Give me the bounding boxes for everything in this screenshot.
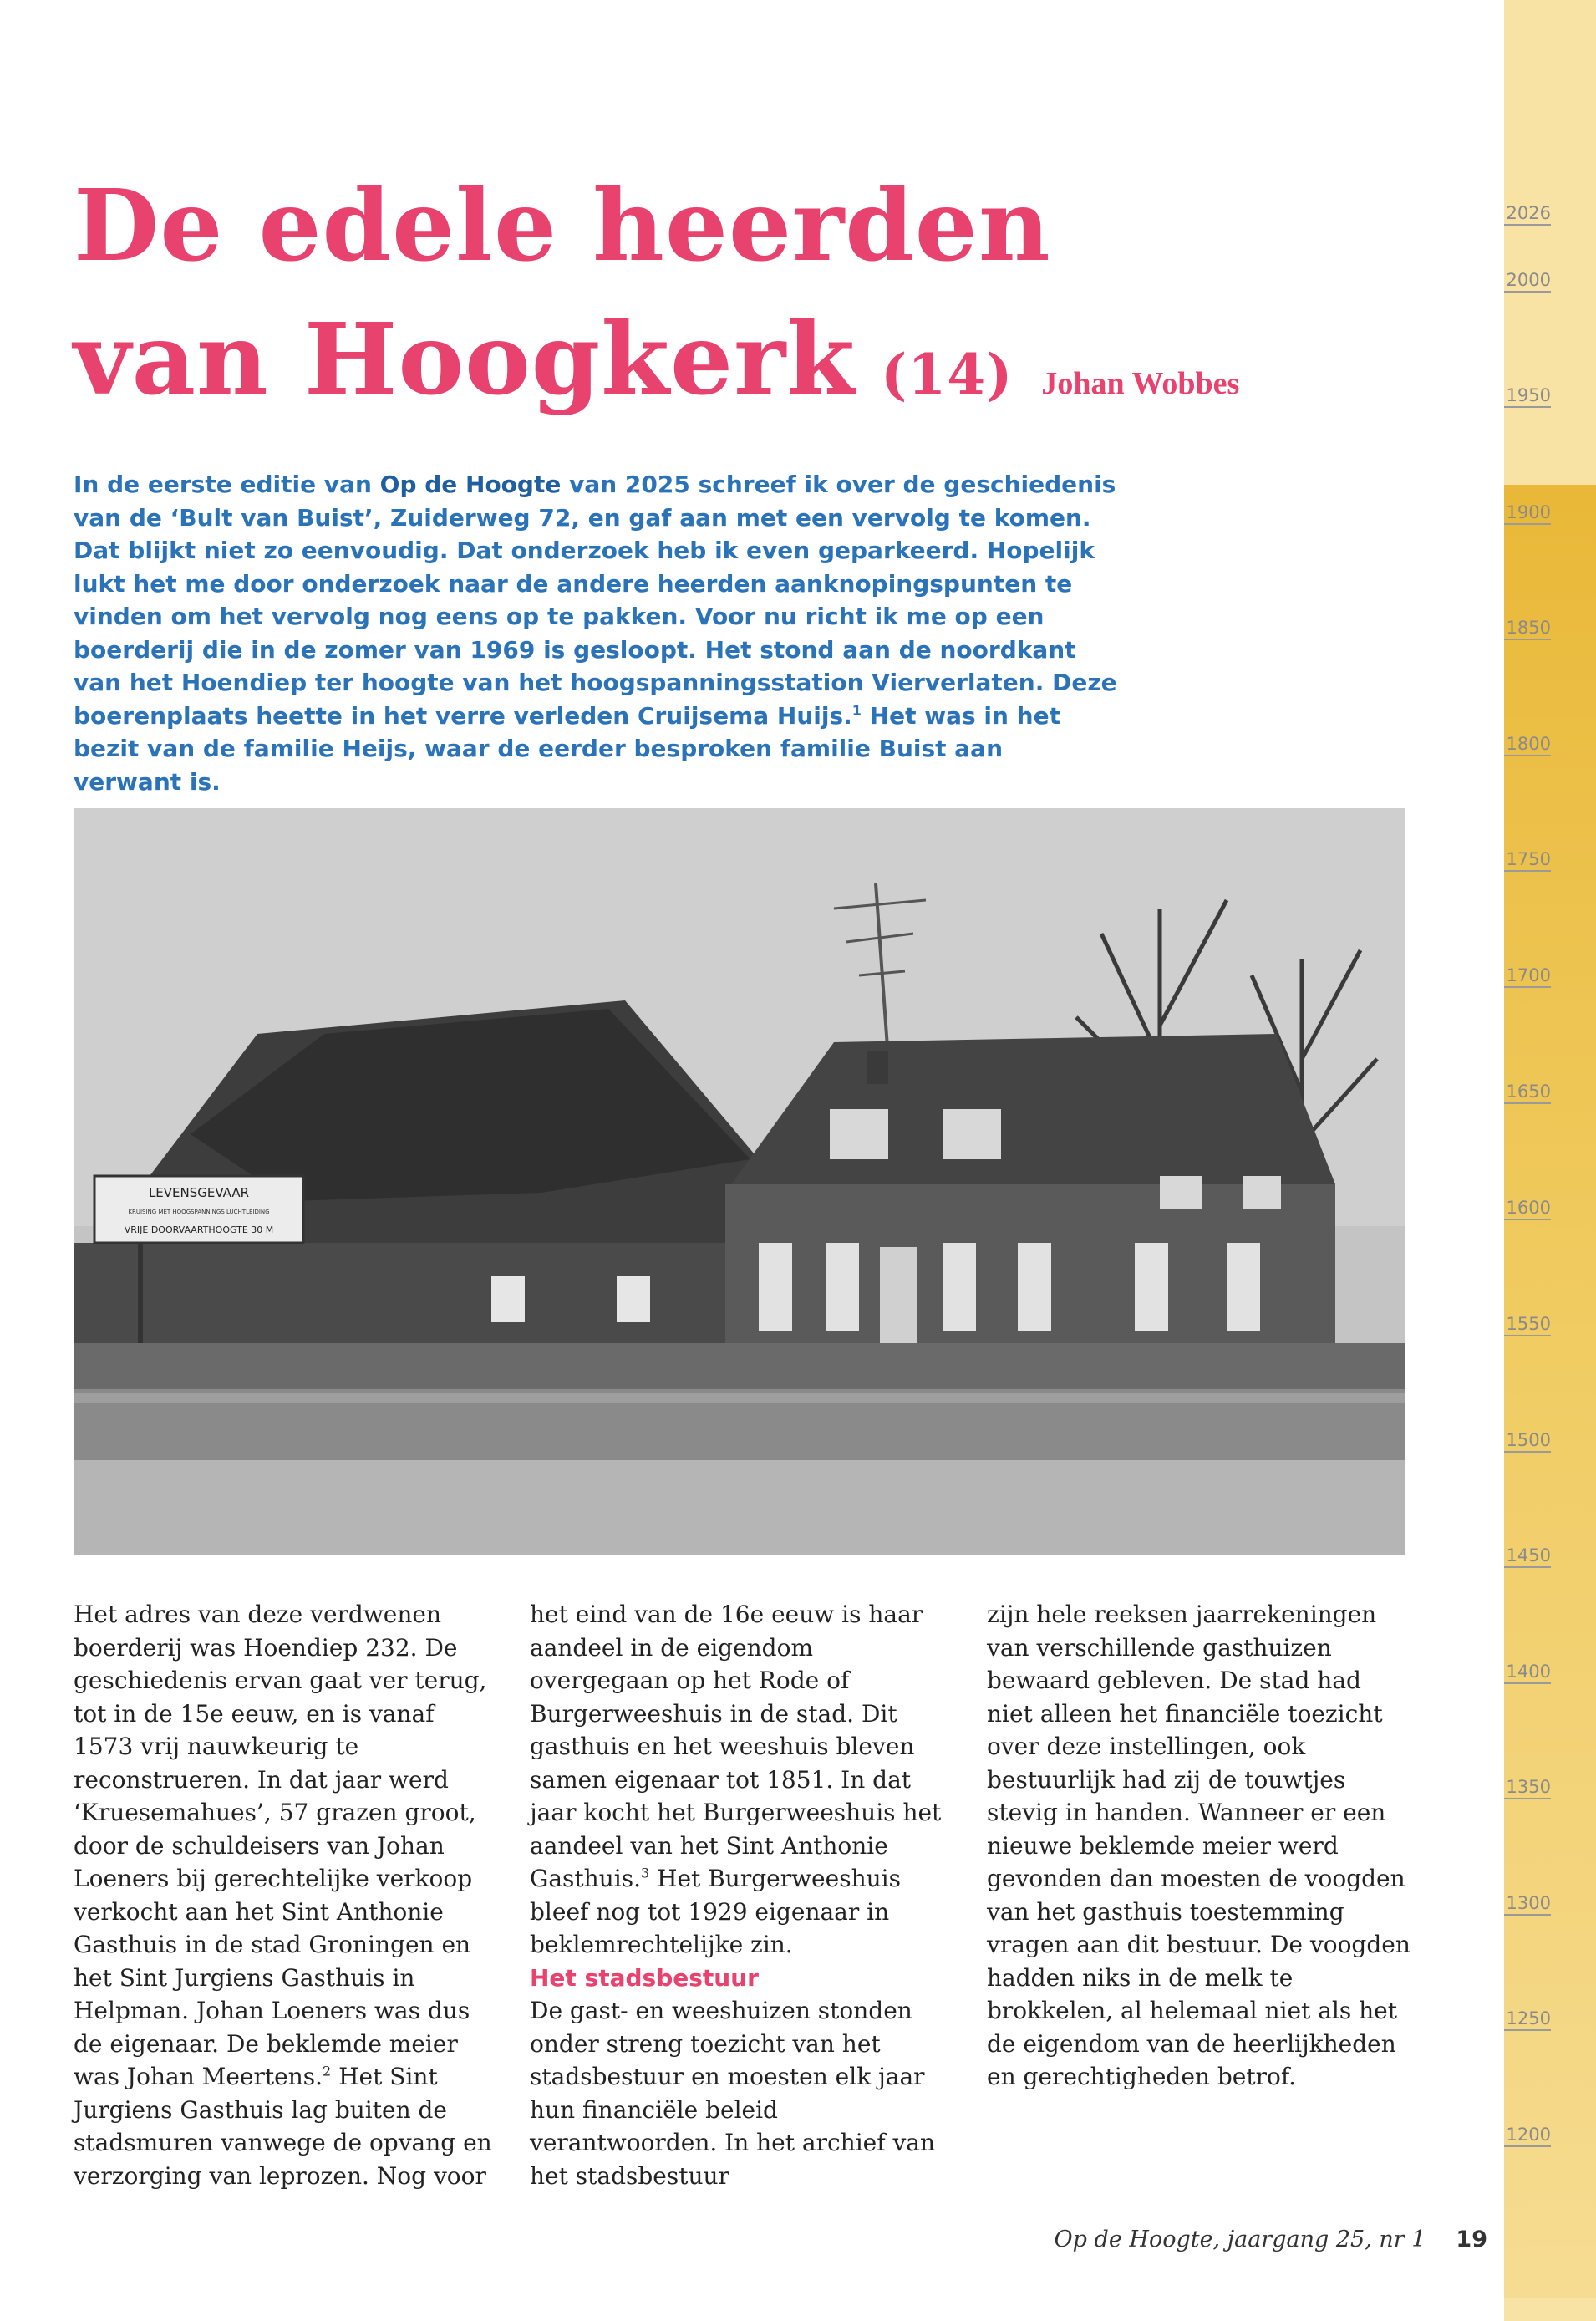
- footnote-ref: 2: [323, 2063, 332, 2079]
- page-number: 19: [1456, 2227, 1487, 2252]
- timeline-year: 1300: [1504, 1892, 1551, 1916]
- text-column-2: [530, 1598, 956, 2192]
- series-number: (14): [881, 342, 1014, 407]
- timeline-sidebar: [1504, 0, 1596, 2321]
- sign-text: KRUISING MET HOOGSPANNINGS LUCHTLEIDING: [128, 1209, 270, 1215]
- body-text: het eind van de 16e eeuw is haar aandeel in de eigendom overgegaan op het Rode of Burgerweeshuis in de stad. Dit gasthuis en het weeshuis bleven samen eigenaar tot 1851. In dat jaar kocht het Burgerweeshuis het aandeel van het Sint Anthonie Gasthuis.: [530, 1601, 942, 1892]
- text-column-3: [987, 1598, 1413, 2094]
- article-title: [74, 159, 1239, 450]
- text-column-1: [74, 1598, 500, 2192]
- intro-paragraph: [74, 468, 1118, 798]
- timeline-year: 1750: [1504, 848, 1551, 872]
- body-paragraph: [530, 1598, 956, 1962]
- timeline-year: 1650: [1504, 1081, 1551, 1104]
- body-text: Het adres van deze verdwenen boerderij was Hoendiep 232. De geschiedenis ervan gaat ver terug, tot in de 15e eeuw, en is vanaf 1573 vrij nauwkeurig te reconstrueren. In dat jaar werd ‘Kruesemahues’, 57 grazen groot, door de schuldeisers van Johan Loeners bij gerechtelijke verkoop verkocht aan het Sint Anthonie Gasthuis in de stad Groningen en het Sint Jurgiens Gasthuis in Helpman. Johan Loeners was dus de eigenaar. De beklemde meier was Johan Meertens.: [74, 1601, 487, 2090]
- magazine-name: Op de Hoogte: [379, 471, 562, 498]
- intro-text: In de eerste editie van: [74, 471, 380, 498]
- page-footer: [1003, 2227, 1487, 2252]
- journal-name: Op de Hoogte, jaargang 25, nr 1: [1054, 2227, 1426, 2252]
- body-text: Het Sint Jurgiens Gasthuis lag buiten de stadsmuren vanwege de opvang en verzorging van leprozen. Nog voor: [74, 2063, 492, 2190]
- body-text: Het Burgerweeshuis bleef nog tot 1929 eigenaar in beklemrechtelijke zin.: [530, 1865, 901, 1958]
- intro-text: Het was in het bezit van de familie Heijs, waar de eerder besproken familie Buist aan verwant is.: [74, 701, 1060, 796]
- timeline-year: 1250: [1504, 2008, 1551, 2031]
- timeline-year: 1900: [1504, 501, 1551, 525]
- title-line-2: [74, 293, 1239, 450]
- timeline-year: 1200: [1504, 2124, 1551, 2147]
- intro-text: van 2025 schreef ik over de geschiedenis van de ‘Bult van Buist’, Zuiderweg 72, en gaf aan met een vervolg te komen. Dat blijkt niet zo eenvoudig. Dat onderzoek heb ik even geparkeerd. Hopelijk lukt het me door onderzoek naar de andere heerden aanknopingspunten te vinden om het vervolg nog eens op te pakken. Voor nu richt ik me op een boerderij die in de zomer van 1969 is gesloopt. Het stond aan de noordkant van het Hoendiep ter hoogte van het hoogspanningsstation Vierverlaten. Deze boerenplaats heette in het verre verleden Cruijsema Huijs.: [74, 471, 1117, 730]
- timeline-year: 1350: [1504, 1776, 1551, 1799]
- timeline-year: 1550: [1504, 1313, 1551, 1336]
- timeline-year: 1950: [1504, 384, 1551, 408]
- timeline-year: 1500: [1504, 1429, 1551, 1453]
- timeline-year: 1400: [1504, 1661, 1551, 1684]
- timeline-year: 1450: [1504, 1545, 1551, 1568]
- sign-text: VRIJE DOORVAARTHOOGTE 30 M: [124, 1224, 274, 1235]
- timeline-year: 1800: [1504, 733, 1551, 756]
- timeline-year: 2026: [1504, 202, 1551, 226]
- title-line-1: De edele heerden: [74, 167, 1051, 283]
- farmhouse-photo: [74, 808, 1405, 1555]
- section-heading: Het stadsbestuur: [530, 1963, 759, 1992]
- timeline-year: 1850: [1504, 617, 1551, 640]
- footnote-ref: 3: [640, 1865, 650, 1881]
- timeline-year: 1700: [1504, 965, 1551, 988]
- sign-text: LEVENSGEVAAR: [148, 1185, 250, 1200]
- farmhouse-illustration: [74, 808, 1405, 1555]
- body-paragraph: [74, 1598, 500, 2192]
- footnote-ref: 1: [851, 702, 862, 719]
- body-paragraph: De gast- en weeshuizen stonden onder streng toezicht van het stadsbestuur en moesten elk jaar hun financiële beleid verantwoorden. In het archief van het stadsbestuur: [530, 1997, 936, 2190]
- author-name: Johan Wobbes: [1041, 366, 1240, 401]
- timeline-year: 1600: [1504, 1197, 1551, 1220]
- timeline-year: 2000: [1504, 269, 1551, 293]
- title-line-2-text: van Hoogkerk: [74, 301, 856, 417]
- body-paragraph: zijn hele reeksen jaarrekeningen van verschillende gasthuizen bewaard gebleven. De stad had niet alleen het financiële toezicht over deze instellingen, ook bestuurlijk had zij de touwtjes stevig in handen. Wanneer er een nieuwe beklemde meier werd gevonden dan moesten de voogden van het gasthuis toestemming vragen aan dit bestuur. De voogden hadden niks in de melk te brokkelen, al helemaal niet als het de eigendom van de heerlijkheden en gerechtigheden betrof.: [987, 1601, 1410, 2090]
